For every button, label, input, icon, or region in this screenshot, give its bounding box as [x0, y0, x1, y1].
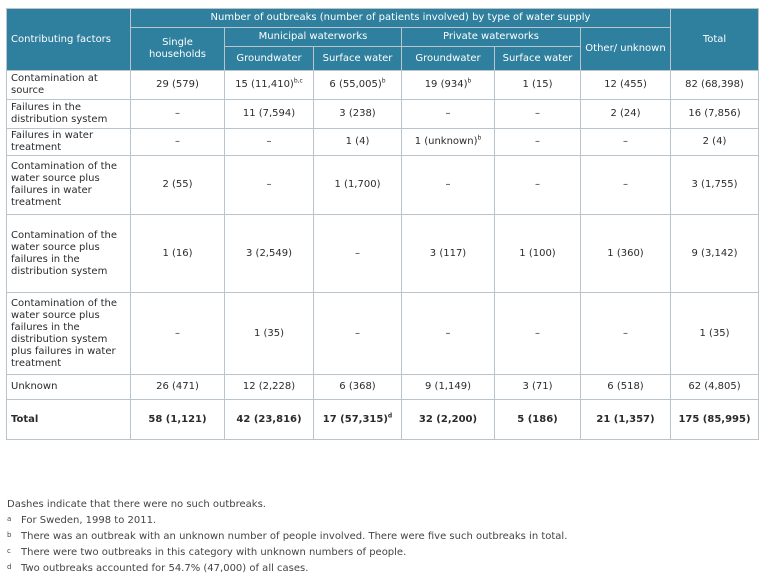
table-cell	[225, 293, 314, 375]
table-cell	[495, 400, 581, 440]
table-cell	[402, 400, 495, 440]
table-cell	[581, 375, 671, 400]
row-label: Contamination of the water source plus failures in the distribution system	[7, 215, 131, 293]
cell-value: 1 (15)	[522, 79, 553, 90]
cell-value: 3 (238)	[339, 108, 376, 119]
header-single-households: Single households	[131, 28, 225, 71]
table-cell	[581, 71, 671, 100]
table-cell	[671, 129, 759, 156]
footnote	[7, 561, 759, 577]
table-cell	[402, 375, 495, 400]
table-cell	[495, 293, 581, 375]
footnote	[7, 545, 759, 561]
table-cell	[225, 100, 314, 129]
table-cell	[225, 129, 314, 156]
cell-value: 6 (518)	[607, 381, 644, 392]
table-row	[7, 293, 759, 375]
table-cell	[581, 400, 671, 440]
cell-value: –	[175, 108, 180, 119]
table-cell	[581, 156, 671, 215]
table-cell	[402, 156, 495, 215]
cell-value: 1 (35)	[253, 327, 285, 339]
table-cell	[402, 100, 495, 129]
footnote-marker: d	[387, 412, 393, 420]
cell-value: –	[266, 179, 272, 190]
cell-value: 1 (1,700)	[334, 179, 381, 190]
cell-value: –	[445, 327, 451, 339]
header-group-title: Number of outbreaks (number of patients involved) by type of water supply	[131, 9, 671, 28]
table-body	[7, 71, 759, 440]
table-cell	[314, 400, 402, 440]
cell-value: –	[623, 179, 628, 190]
table-cell	[314, 156, 402, 215]
table-cell	[581, 293, 671, 375]
table-cell	[131, 100, 225, 129]
footnote-marker: b	[381, 77, 386, 85]
cell-value: –	[266, 136, 272, 147]
cell-value: 12 (2,228)	[242, 381, 296, 392]
note-dashes: Dashes indicate that there were no such outbreaks.	[7, 499, 266, 510]
table-cell	[131, 293, 225, 375]
cell-value: 2 (4)	[702, 136, 727, 147]
table-cell	[495, 156, 581, 215]
cell-value: 1 (16)	[162, 247, 193, 259]
header-total: Total	[671, 9, 759, 71]
table-cell	[495, 129, 581, 156]
table-cell	[671, 100, 759, 129]
table-cell	[314, 71, 402, 100]
cell-value: –	[535, 327, 540, 339]
footnote-marker: b	[467, 77, 472, 85]
cell-value: 32 (2,200)	[418, 413, 478, 425]
table-cell	[402, 129, 495, 156]
cell-value: –	[535, 108, 540, 119]
table-cell	[581, 100, 671, 129]
table-cell	[581, 129, 671, 156]
cell-value: 82 (68,398)	[685, 79, 744, 90]
table-row	[7, 156, 759, 215]
cell-value: 3 (1,755)	[691, 179, 738, 190]
total-row	[7, 400, 759, 440]
cell-value: 6 (55,005)	[329, 79, 382, 90]
footnote-marker: b	[477, 134, 482, 142]
table-cell	[314, 215, 402, 293]
table-row	[7, 129, 759, 156]
cell-value: –	[175, 136, 180, 147]
cell-value: –	[623, 136, 628, 147]
footnote	[7, 513, 759, 529]
row-label: Total	[7, 400, 131, 440]
cell-value: 16 (7,856)	[688, 108, 741, 119]
cell-value: 1 (4)	[345, 136, 370, 147]
table-cell	[225, 156, 314, 215]
footnote-mark: c	[7, 547, 11, 555]
cell-value: 1 (unknown)	[414, 136, 478, 147]
cell-value: 6 (368)	[339, 381, 376, 392]
header-private-waterworks: Private waterworks	[402, 28, 581, 47]
table-cell	[131, 156, 225, 215]
table-cell	[225, 375, 314, 400]
cell-value: 1 (35)	[699, 327, 730, 339]
table-cell	[131, 375, 225, 400]
cell-value: 2 (24)	[610, 108, 641, 119]
cell-value: 1 (360)	[607, 247, 644, 259]
table-cell	[314, 129, 402, 156]
footnote-mark: a	[7, 515, 12, 523]
table-cell	[314, 375, 402, 400]
row-label: Failures in the distribution system	[7, 100, 131, 129]
footnote-mark: b	[7, 531, 12, 539]
table-cell	[495, 215, 581, 293]
table-cell	[581, 215, 671, 293]
footnote-text: There was an outbreak with an unknown number of people involved. There were five such outbreaks in total.	[21, 531, 568, 542]
table-cell	[495, 100, 581, 129]
table-cell	[402, 215, 495, 293]
row-label: Contamination of the water source plus failures in water treatment	[7, 156, 131, 215]
table-cell	[314, 100, 402, 129]
table-cell	[225, 215, 314, 293]
table-cell	[495, 71, 581, 100]
footnote-text: For Sweden, 1998 to 2011.	[21, 515, 157, 526]
row-label: Contamination at source	[7, 71, 131, 100]
cell-value: 1 (100)	[519, 247, 556, 259]
cell-value: –	[535, 136, 540, 147]
table-cell	[402, 71, 495, 100]
table-cell	[225, 400, 314, 440]
cell-value: 11 (7,594)	[242, 108, 296, 119]
cell-value: 3 (2,549)	[246, 247, 292, 259]
footnote-mark: d	[7, 563, 12, 571]
cell-value: 5 (186)	[517, 413, 558, 425]
cell-value: 21 (1,357)	[596, 413, 655, 425]
cell-value: –	[355, 327, 360, 339]
cell-value: 175 (85,995)	[678, 413, 751, 425]
header-private-surface-water: Surface water	[495, 47, 581, 71]
cell-value: 9 (1,149)	[425, 381, 471, 392]
table-cell	[131, 400, 225, 440]
row-label: Unknown	[7, 375, 131, 400]
table-cell	[314, 293, 402, 375]
table-row	[7, 375, 759, 400]
table-cell	[131, 71, 225, 100]
outbreaks-table	[6, 8, 759, 440]
header-other-unknown: Other/ unknown	[581, 28, 671, 71]
cell-value: 3 (71)	[522, 381, 553, 392]
table-row	[7, 100, 759, 129]
table-row	[7, 71, 759, 100]
cell-value: –	[355, 247, 360, 259]
footnote	[7, 529, 759, 545]
cell-value: –	[623, 327, 628, 339]
cell-value: 42 (23,816)	[236, 413, 302, 425]
header-municipal-waterworks: Municipal waterworks	[225, 28, 402, 47]
table-cell	[225, 71, 314, 100]
footnote-marker: b,c	[293, 77, 303, 85]
cell-value: –	[445, 179, 451, 190]
table-cell	[131, 215, 225, 293]
table-cell	[671, 156, 759, 215]
cell-value: 2 (55)	[162, 179, 193, 190]
cell-value: 29 (579)	[156, 79, 199, 90]
cell-value: 9 (3,142)	[691, 247, 738, 259]
cell-value: –	[445, 108, 451, 119]
table-cell	[131, 129, 225, 156]
table-cell	[671, 293, 759, 375]
cell-value: 12 (455)	[604, 79, 647, 90]
header-municipal-groundwater: Groundwater	[225, 47, 314, 71]
row-label: Contamination of the water source plus failures in the distribution system plus failures in water treatment	[7, 293, 131, 375]
row-label: Failures in water treatment	[7, 129, 131, 156]
table-cell	[671, 375, 759, 400]
cell-value: 17 (57,315)	[322, 413, 388, 425]
cell-value: 15 (11,410)	[235, 79, 294, 90]
table-cell	[671, 400, 759, 440]
table-cell	[402, 293, 495, 375]
footnote-text: There were two outbreaks in this category with unknown numbers of people.	[21, 547, 407, 558]
footnote-list	[7, 513, 759, 577]
cell-value: –	[175, 327, 180, 339]
cell-value: –	[535, 179, 540, 190]
header-private-groundwater: Groundwater	[402, 47, 495, 71]
table-cell	[495, 375, 581, 400]
header-contributing-factors: Contributing factors	[7, 9, 131, 71]
table-row	[7, 215, 759, 293]
footnote-text: Two outbreaks accounted for 54.7% (47,000) of all cases.	[21, 563, 309, 574]
table-notes	[7, 497, 759, 577]
header-municipal-surface-water: Surface water	[314, 47, 402, 71]
cell-value: 3 (117)	[429, 247, 467, 259]
cell-value: 62 (4,805)	[688, 381, 741, 392]
table-cell	[671, 71, 759, 100]
cell-value: 58 (1,121)	[148, 413, 207, 425]
table-cell	[671, 215, 759, 293]
cell-value: 26 (471)	[156, 381, 199, 392]
cell-value: 19 (934)	[424, 79, 468, 90]
